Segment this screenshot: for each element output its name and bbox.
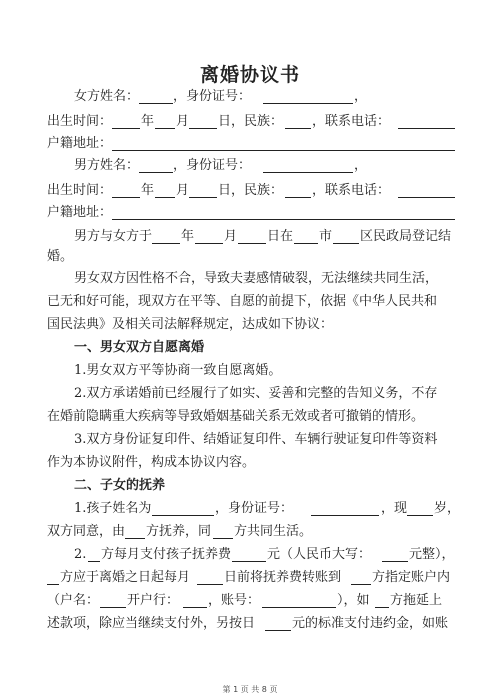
penalty-lead: 述款项，除应当继续支付外，另按日 <box>47 616 256 631</box>
marriage-district-blank[interactable] <box>333 228 359 244</box>
section-1-item-2b: 在婚前隐瞒重大疾病等导致婚姻基础关系无效或者可撤销的情形。 <box>47 409 425 424</box>
female-birth-year-blank[interactable] <box>112 113 140 129</box>
document-title: 离婚协议书 <box>199 64 300 86</box>
intro-line-1 <box>0 268 500 290</box>
female-household-label: 户籍地址： <box>47 136 113 151</box>
custody-lead: 双方同意，由 <box>47 524 126 539</box>
marriage-city-blank[interactable] <box>294 228 318 244</box>
support-account-label: 方指定账户内 <box>372 570 451 585</box>
male-birth-day-blank[interactable] <box>189 182 217 198</box>
male-id-blank[interactable] <box>263 157 353 173</box>
female-month-text: 月 <box>176 114 190 129</box>
section-2-heading: 二、子女的抚养 <box>74 478 166 493</box>
support-due-label: 方应于离婚之日起每月 <box>60 570 191 585</box>
male-birth-row <box>0 180 500 202</box>
female-birth-row <box>0 111 500 133</box>
custody-party-blank[interactable] <box>125 523 145 539</box>
section-1-item-3a: 3.双方身份证复印件、结婚证复印件、车辆行驶证复印件等资料 <box>74 432 438 447</box>
male-name-row <box>0 155 500 177</box>
bank-label: 开户行： <box>127 593 180 608</box>
child-name-blank[interactable] <box>152 500 214 516</box>
marriage-reg-tail: 区民政局登记结 <box>360 229 452 244</box>
section-1-heading: 一、男女双方自愿离婚 <box>74 340 205 355</box>
marriage-day-text: 日在 <box>267 229 294 244</box>
support-day-blank[interactable] <box>197 569 223 585</box>
male-day-ethnic-label: 日，民族： <box>218 183 284 198</box>
section-1-item-2a: 2.双方承诺婚前已经履行了如实、妥善和完整的告知义务，不存 <box>74 386 438 401</box>
female-comma: ， <box>354 89 368 104</box>
marriage-year-blank[interactable] <box>152 228 180 244</box>
living-party-blank[interactable] <box>213 523 233 539</box>
female-name-blank[interactable] <box>139 88 173 104</box>
support-amount-words-blank[interactable] <box>382 546 408 562</box>
child-info-row <box>0 498 500 520</box>
support-rmb-label: 元（人民币大写： <box>267 547 372 562</box>
intro-text-3: 国民法典》及相关司法解释规定，达成如下协议： <box>47 317 334 332</box>
intro-line-2 <box>0 291 500 313</box>
female-birth-month-blank[interactable] <box>155 113 175 129</box>
male-id-label: ，身份证号： <box>173 158 252 173</box>
bank-blank[interactable] <box>183 592 207 608</box>
section-1-heading-row <box>0 337 500 359</box>
intro-text-1: 男女双方因性格不合，导致夫妻感情破裂，无法继续共同生活， <box>74 271 439 286</box>
female-year-text: 年 <box>141 114 155 129</box>
custody-tail: 方共同生活。 <box>234 524 313 539</box>
section-1-item-1: 1.男女双方平等协商一致自愿离婚。 <box>74 363 282 378</box>
child-id-label: ，身份证号： <box>215 501 294 516</box>
male-ethnic-blank[interactable] <box>285 182 311 198</box>
section-1-item-3b: 作为本协议附件，构成本协议内容。 <box>47 455 256 470</box>
support-payer-blank-2[interactable] <box>47 569 59 585</box>
support-transfer-label: 日前将抚养费转账到 <box>224 570 342 585</box>
support-row-4 <box>0 613 500 635</box>
child-age-unit: 岁， <box>434 501 461 516</box>
female-day-ethnic-label: 日，民族： <box>218 114 284 129</box>
male-birth-label: 出生时间： <box>47 183 113 198</box>
section-1-item-1-row <box>0 360 500 382</box>
marriage-reg-lead: 男方与女方于 <box>74 229 153 244</box>
account-no-blank[interactable] <box>262 592 336 608</box>
support-row-1 <box>0 544 500 566</box>
account-name-blank[interactable] <box>100 592 126 608</box>
support-row-3 <box>0 590 500 612</box>
penalty-tail: 元的标准支付违约金，如账 <box>292 616 449 631</box>
penalty-amount-blank[interactable] <box>265 615 291 631</box>
marriage-day-blank[interactable] <box>238 228 266 244</box>
child-age-blank[interactable] <box>407 500 433 516</box>
child-age-label: ，现 <box>381 501 408 516</box>
account-name-label: （户名： <box>47 593 100 608</box>
child-id-blank[interactable] <box>311 500 379 516</box>
section-2-heading-row <box>0 475 500 497</box>
male-household-label: 户籍地址： <box>47 205 113 220</box>
support-amount-blank[interactable] <box>232 546 266 562</box>
section-1-item-3b-row <box>0 452 500 474</box>
support-item-no: 2. <box>74 547 87 562</box>
male-household-row <box>0 202 500 224</box>
delay-party-blank[interactable] <box>375 592 389 608</box>
support-monthly-label: 方每月支付孩子抚养费 <box>101 547 232 562</box>
child-name-label: 1.孩子姓名为 <box>74 501 152 516</box>
female-ethnic-blank[interactable] <box>285 113 311 129</box>
female-household-blank[interactable] <box>112 135 455 151</box>
male-household-blank[interactable] <box>112 204 455 220</box>
male-birth-year-blank[interactable] <box>112 182 140 198</box>
marriage-city-text: 市 <box>319 229 333 244</box>
male-phone-blank[interactable] <box>398 182 455 198</box>
marriage-month-text: 月 <box>224 229 238 244</box>
delay-label: 方拖延上 <box>390 593 443 608</box>
male-comma: ， <box>354 158 368 173</box>
female-household-row <box>0 133 500 155</box>
intro-line-3 <box>0 314 500 336</box>
marriage-year-text: 年 <box>181 229 195 244</box>
section-1-item-3-row <box>0 429 500 451</box>
page-footer: 第 1 页 共 8 页 <box>222 685 278 694</box>
support-receiver-blank[interactable] <box>351 569 371 585</box>
support-yuan-label: 元整）， <box>409 547 455 562</box>
female-birth-label: 出生时间： <box>47 114 113 129</box>
marriage-registration-row <box>0 226 500 248</box>
custody-mid: 方抚养，同 <box>146 524 212 539</box>
male-birth-month-blank[interactable] <box>155 182 175 198</box>
female-name-row <box>0 86 500 108</box>
marriage-registration-row-2 <box>0 246 500 268</box>
intro-text-2: 已无和好可能，现双方在平等、自愿的前提下，依据《中华人民共和 <box>47 294 438 309</box>
delay-lead: ），如 <box>337 593 370 608</box>
marriage-reg-line2: 婚。 <box>47 249 74 264</box>
female-id-label: ，身份证号： <box>173 89 252 104</box>
custody-row <box>0 521 500 543</box>
female-phone-blank[interactable] <box>398 113 455 129</box>
male-name-label: 男方姓名： <box>74 158 140 173</box>
male-month-text: 月 <box>176 183 190 198</box>
marriage-month-blank[interactable] <box>195 228 223 244</box>
male-phone-label: ，联系电话： <box>312 183 391 198</box>
section-1-item-2-row <box>0 383 500 405</box>
male-name-blank[interactable] <box>139 157 173 173</box>
section-1-item-2b-row <box>0 406 500 428</box>
female-birth-day-blank[interactable] <box>189 113 217 129</box>
male-year-text: 年 <box>141 183 155 198</box>
female-name-label: 女方姓名： <box>74 89 140 104</box>
support-row-2 <box>0 567 500 589</box>
female-id-blank[interactable] <box>263 88 353 104</box>
account-no-label: ，账号： <box>208 593 261 608</box>
support-payer-blank[interactable] <box>88 546 100 562</box>
female-phone-label: ，联系电话： <box>312 114 391 129</box>
